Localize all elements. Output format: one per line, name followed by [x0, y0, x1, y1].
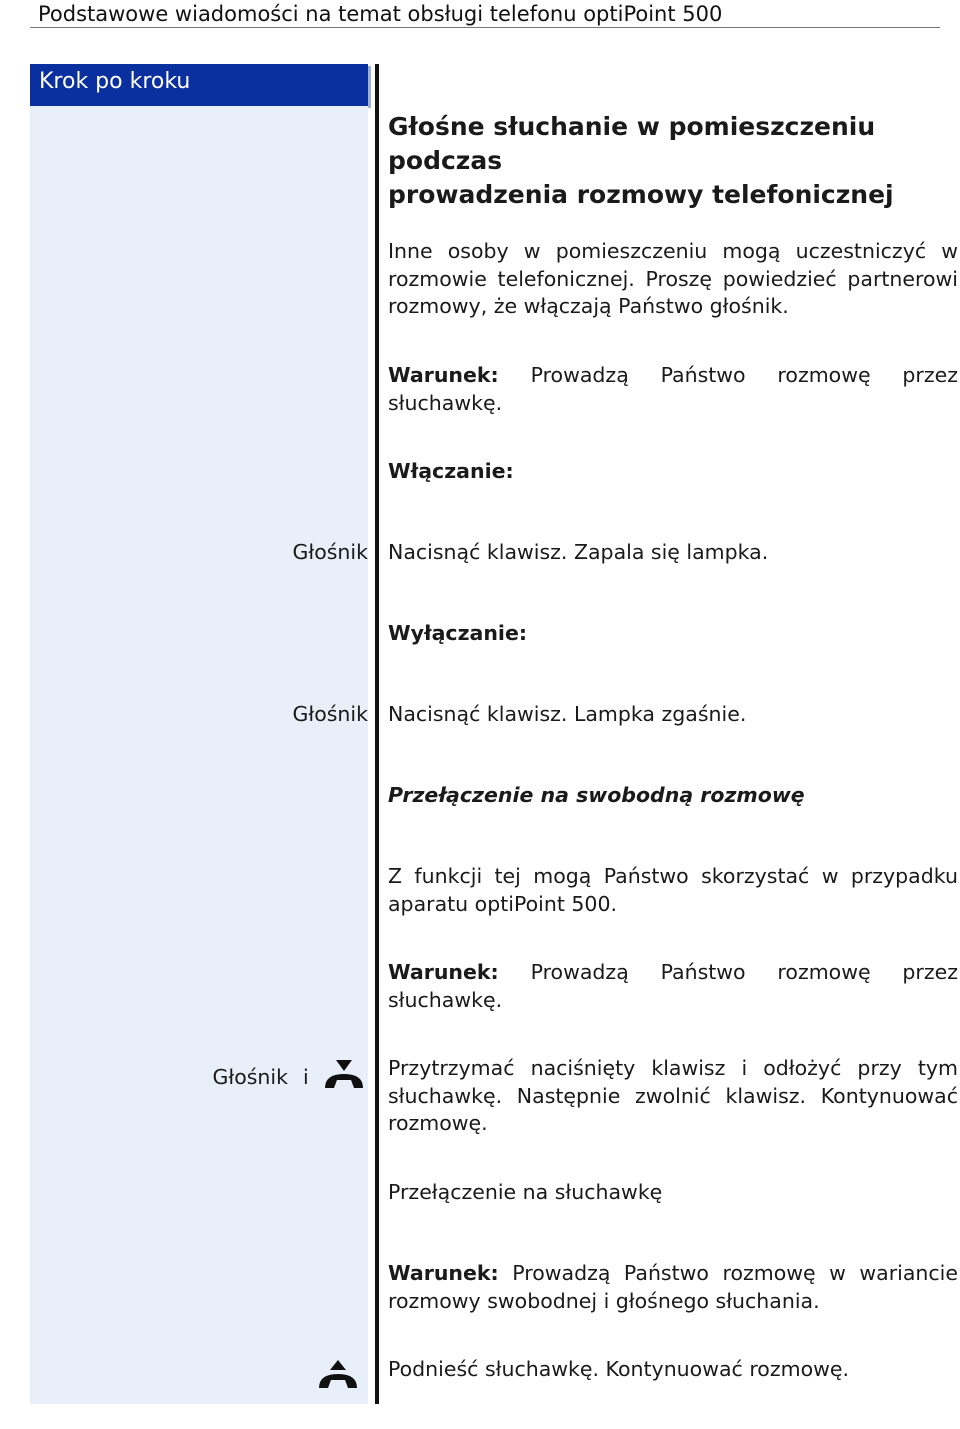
handset-up-icon [316, 1358, 360, 1392]
step-header: Krok po kroku [30, 64, 368, 106]
key-speaker-off: Głośnik [292, 702, 368, 726]
condition-3 [388, 1260, 958, 1315]
handset-heading: Przełączenie na słuchawkę [388, 1180, 663, 1204]
condition-text: Prowadzą Państwo rozmowę przez słuchawkę. [388, 960, 958, 1012]
key-and: i [303, 1065, 309, 1089]
section-title [388, 110, 958, 212]
on-step: Nacisnąć klawisz. Zapala się lampka. [388, 540, 769, 564]
column-divider [375, 64, 379, 1404]
condition-text: Prowadzą Państwo rozmowę w wariancie rozmowy swobodnej i głośnego słuchania. [388, 1261, 958, 1313]
condition-1 [388, 362, 958, 417]
hold-step: Przytrzymać naciśnięty klawisz i odłożyć przy tym słuchawkę. Następnie zwolnić klawisz. Kontynuować rozmowę. [388, 1056, 958, 1135]
left-step-column [30, 64, 368, 1404]
handsfree-heading: Przełączenie na swobodną rozmowę [388, 783, 805, 807]
off-step: Nacisnąć klawisz. Lampka zgaśnie. [388, 702, 747, 726]
handset-down-icon [322, 1058, 366, 1092]
intro-paragraph: Inne osoby w pomieszczeniu mogą uczestniczyć w rozmowie telefonicznej. Proszę powiedzieć partnerowi rozmowy, że włączają Państwo głośnik. [388, 239, 958, 318]
condition-label: Warunek: [388, 1261, 499, 1285]
header-rule [30, 27, 940, 28]
on-heading: Włączanie: [388, 459, 514, 483]
key-speaker-hold: Głośnik [212, 1065, 288, 1089]
title-line-1: Głośne słuchanie w pomieszczeniu podczas [388, 112, 876, 175]
lift-step: Podnieść słuchawkę. Kontynuować rozmowę. [388, 1357, 850, 1381]
off-heading: Wyłączanie: [388, 621, 528, 645]
handsfree-intro: Z funkcji tej mogą Państwo skorzystać w przypadku aparatu optiPoint 500. [388, 864, 958, 916]
key-speaker-on: Głośnik [292, 540, 368, 564]
condition-text: Prowadzą Państwo rozmowę przez słuchawkę. [388, 363, 958, 415]
condition-2 [388, 959, 958, 1014]
running-header: Podstawowe wiadomości na temat obsługi telefonu optiPoint 500 [38, 2, 723, 26]
title-line-2: prowadzenia rozmowy telefonicznej [388, 180, 894, 209]
condition-label: Warunek: [388, 363, 499, 387]
condition-label: Warunek: [388, 960, 499, 984]
step-header-shadow [368, 66, 371, 108]
